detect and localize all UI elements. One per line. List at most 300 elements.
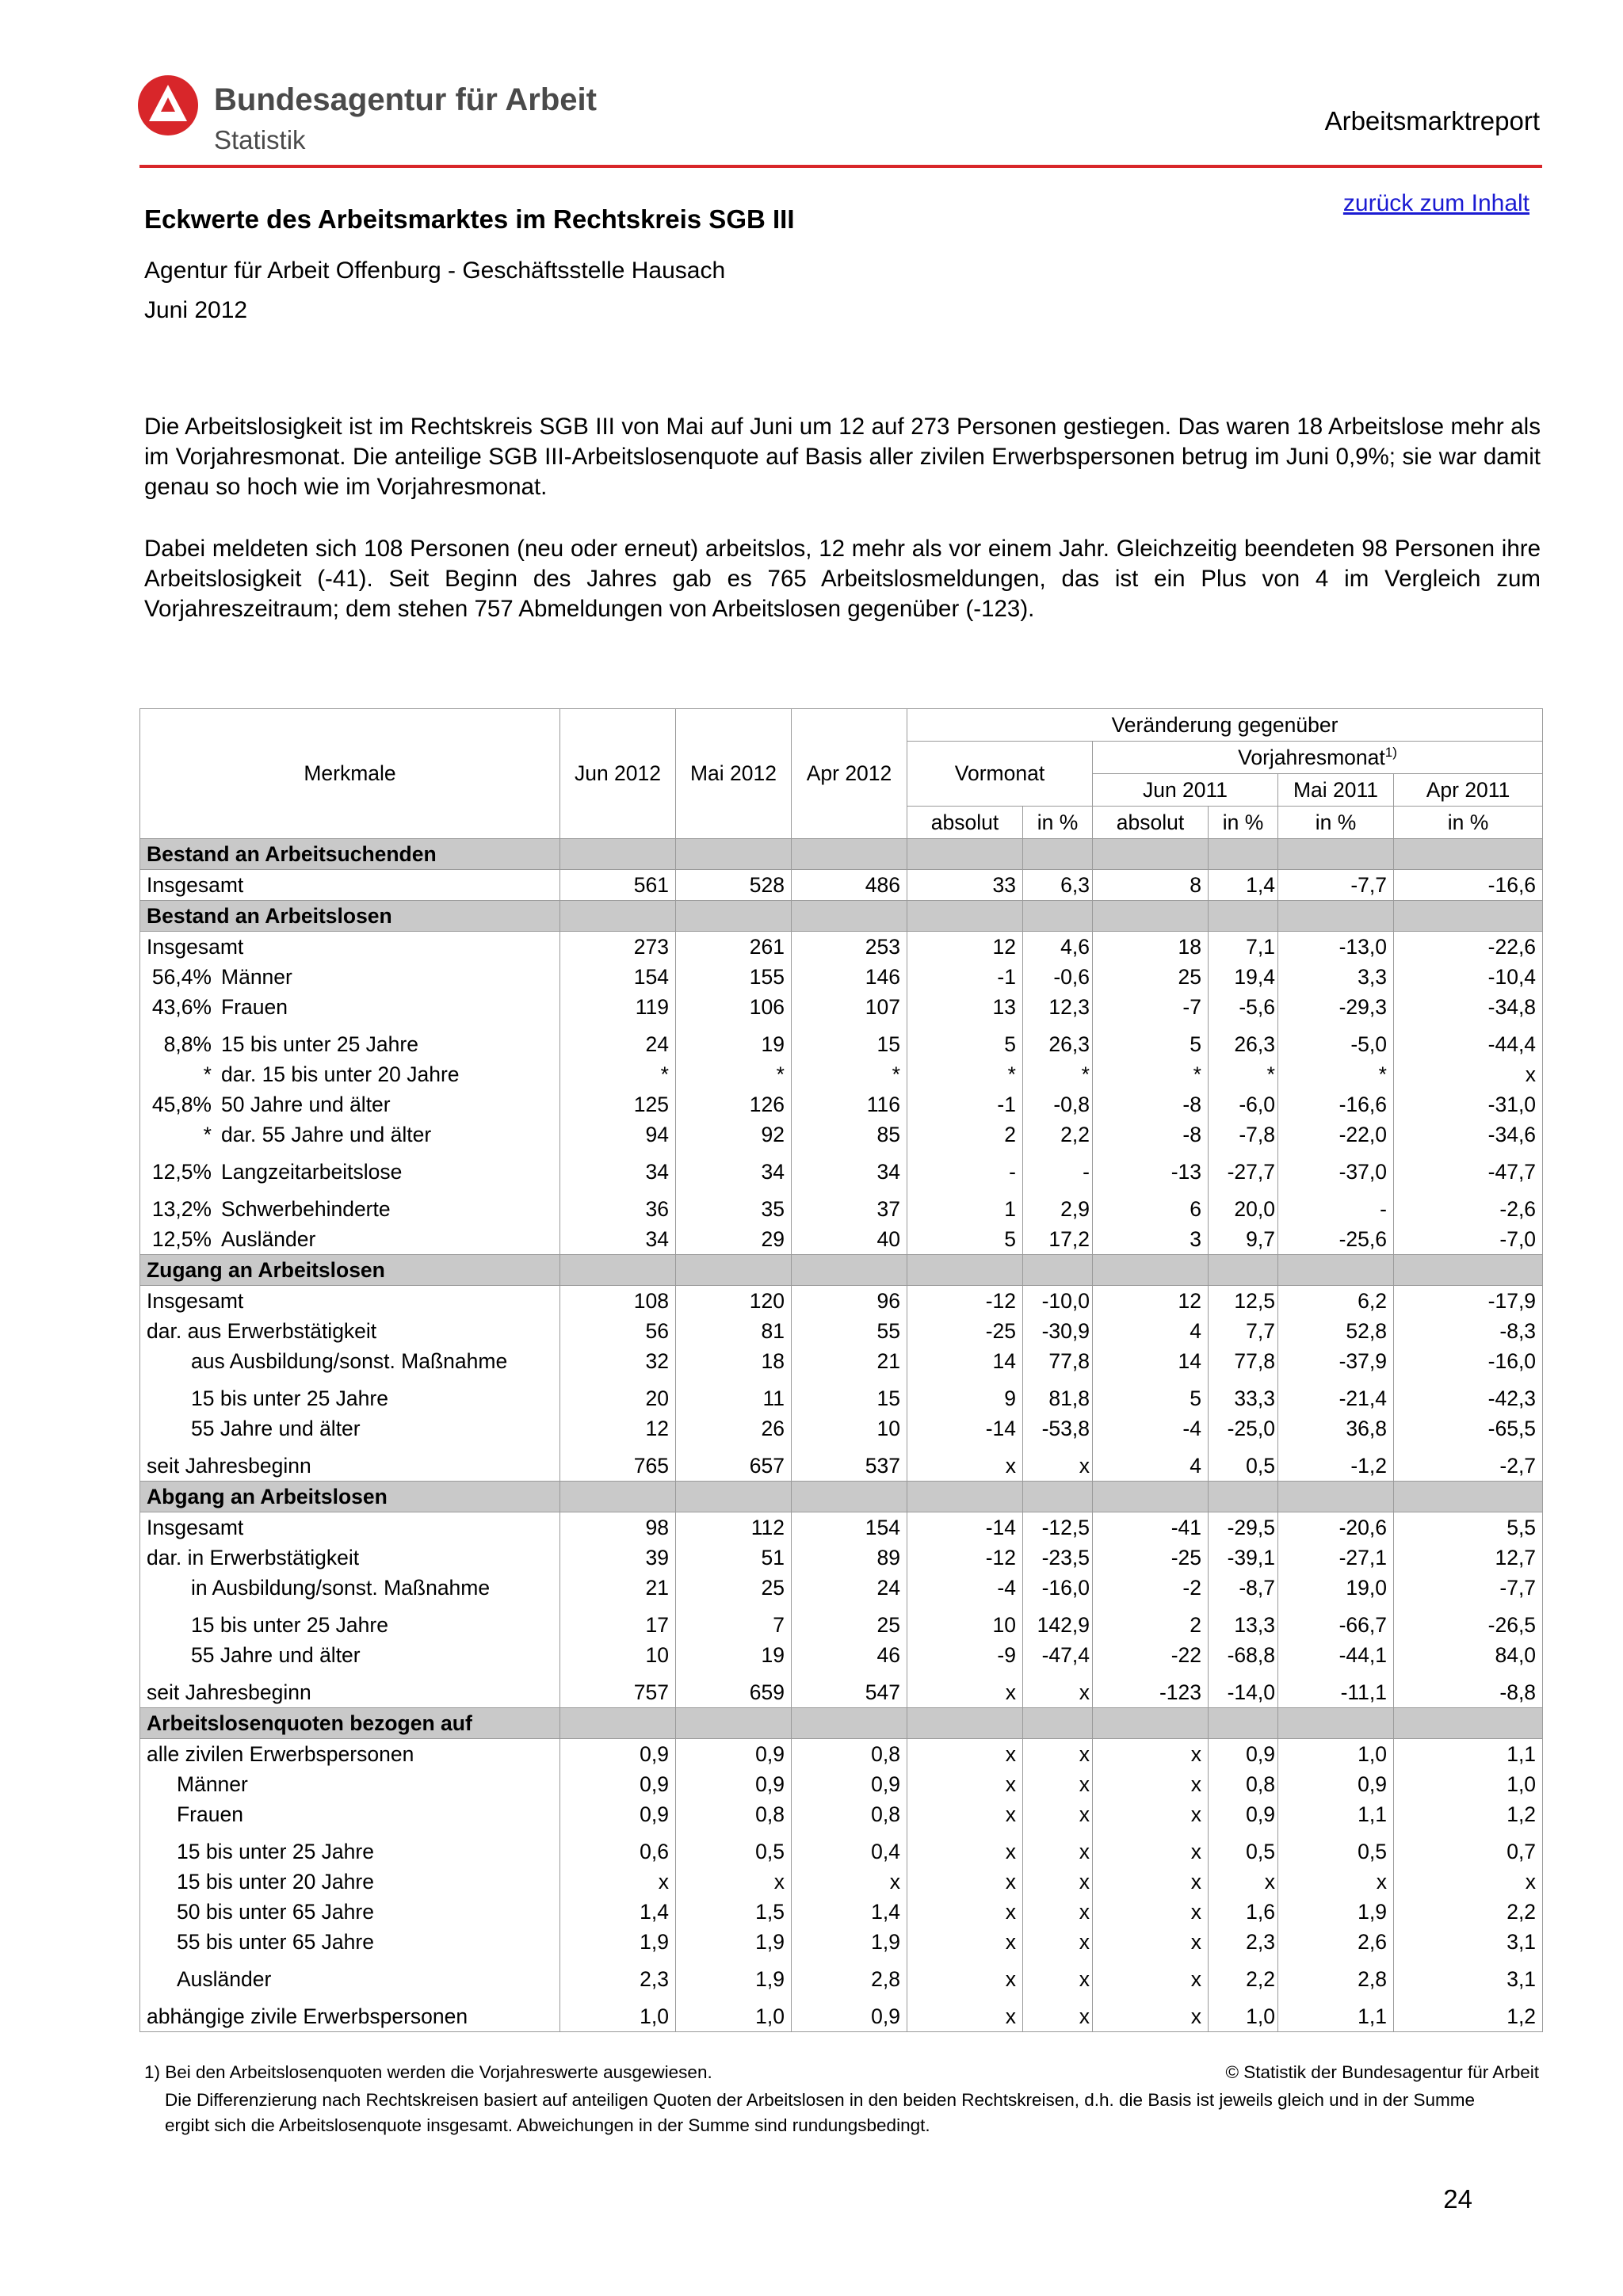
table-row — [140, 1603, 1543, 1640]
value-cell: 35 — [676, 1187, 792, 1224]
row-label-text: dar. in Erwerbstätigkeit — [147, 1545, 360, 1569]
value-cell: 1,9 — [676, 1957, 792, 1994]
value-cell: x — [1093, 1994, 1209, 2032]
value-cell: 32 — [560, 1346, 676, 1376]
table-row — [140, 1829, 1543, 1867]
value-cell: 1,6 — [1209, 1897, 1278, 1927]
value-cell: 0,8 — [792, 1739, 907, 1770]
row-label-text: Ausländer — [221, 1226, 316, 1251]
section-fill — [792, 1255, 907, 1286]
value-cell: 17,2 — [1023, 1224, 1093, 1255]
value-cell: 2 — [907, 1119, 1023, 1150]
value-cell: -1 — [907, 1089, 1023, 1119]
value-cell: 1,0 — [676, 1994, 792, 2032]
header-mai-2011: Mai 2011 — [1278, 774, 1394, 807]
row-label-text: Ausländer — [177, 1967, 272, 1991]
value-cell: -4 — [907, 1573, 1023, 1603]
row-label-text: Insgesamt — [147, 1288, 244, 1313]
value-cell: -21,4 — [1278, 1376, 1394, 1413]
value-cell: 3,3 — [1278, 962, 1394, 992]
value-cell: 1,4 — [792, 1897, 907, 1927]
value-cell: x — [1093, 1927, 1209, 1957]
table-row — [140, 1444, 1543, 1482]
value-cell: -27,7 — [1209, 1150, 1278, 1187]
row-label-text: 55 Jahre und älter — [191, 1642, 361, 1667]
value-cell: 4 — [1093, 1316, 1209, 1346]
value-cell: -25,6 — [1278, 1224, 1394, 1255]
value-cell: 19 — [676, 1022, 792, 1059]
value-cell: * — [1278, 1059, 1394, 1089]
table-row — [140, 1957, 1543, 1994]
section-label: Bestand an Arbeitsuchenden — [140, 839, 560, 870]
row-label — [140, 1769, 560, 1799]
value-cell: -7 — [1093, 992, 1209, 1022]
value-cell: 4 — [1093, 1444, 1209, 1482]
footnote-1: 1) Bei den Arbeitslosenquoten werden die Vorjahreswerte ausgewiesen. — [144, 2062, 712, 2082]
value-cell: x — [1278, 1867, 1394, 1897]
value-cell: 39 — [560, 1543, 676, 1573]
section-fill — [1209, 1482, 1278, 1512]
table-body — [140, 839, 1543, 2032]
section-fill — [1209, 839, 1278, 870]
value-cell: x — [676, 1867, 792, 1897]
value-cell: 0,5 — [1278, 1829, 1394, 1867]
value-cell: -34,6 — [1394, 1119, 1543, 1150]
value-cell: -2 — [1093, 1573, 1209, 1603]
section-fill — [560, 1708, 676, 1739]
value-cell: x — [1023, 1769, 1093, 1799]
value-cell: 0,8 — [676, 1799, 792, 1829]
value-cell: -22,6 — [1394, 932, 1543, 963]
value-cell: 2,8 — [792, 1957, 907, 1994]
row-label — [140, 932, 560, 963]
value-cell: 19,0 — [1278, 1573, 1394, 1603]
value-cell: 8 — [1093, 870, 1209, 901]
section-fill — [792, 1482, 907, 1512]
table-row — [140, 1224, 1543, 1255]
value-cell: * — [1023, 1059, 1093, 1089]
section-label: Bestand an Arbeitslosen — [140, 901, 560, 932]
section-row — [140, 1482, 1543, 1512]
value-cell: 5 — [1093, 1022, 1209, 1059]
value-cell: 1,5 — [676, 1897, 792, 1927]
value-cell: -2,6 — [1394, 1187, 1543, 1224]
value-cell: 40 — [792, 1224, 907, 1255]
value-cell: 18 — [1093, 932, 1209, 963]
value-cell: 112 — [676, 1512, 792, 1543]
section-fill — [792, 839, 907, 870]
page-title: Eckwerte des Arbeitsmarktes im Rechtskreis SGB III — [144, 204, 795, 234]
row-label-text: in Ausbildung/sonst. Maßnahme — [191, 1575, 491, 1600]
header-in-pct: in % — [1394, 807, 1543, 839]
value-cell: 24 — [560, 1022, 676, 1059]
table-row — [140, 1316, 1543, 1346]
org-subtitle: Statistik — [214, 125, 306, 154]
value-cell: -13 — [1093, 1150, 1209, 1187]
value-cell: 36 — [560, 1187, 676, 1224]
value-cell: 0,9 — [1278, 1769, 1394, 1799]
value-cell: 0,5 — [1209, 1829, 1278, 1867]
value-cell: 81,8 — [1023, 1376, 1093, 1413]
section-fill — [1394, 901, 1543, 932]
value-cell: 253 — [792, 932, 907, 963]
section-fill — [907, 839, 1023, 870]
section-fill — [792, 901, 907, 932]
value-cell: 26,3 — [1209, 1022, 1278, 1059]
value-cell: 1,9 — [792, 1927, 907, 1957]
value-cell: 25 — [676, 1573, 792, 1603]
value-cell: -29,5 — [1209, 1512, 1278, 1543]
header-absolut: absolut — [907, 807, 1023, 839]
value-cell: 528 — [676, 870, 792, 901]
value-cell: 10 — [907, 1603, 1023, 1640]
value-cell: 17 — [560, 1603, 676, 1640]
header-in-pct: in % — [1209, 807, 1278, 839]
value-cell: x — [1209, 1867, 1278, 1897]
row-label — [140, 1119, 560, 1150]
value-cell: 25 — [1093, 962, 1209, 992]
value-cell: x — [560, 1867, 676, 1897]
section-fill — [1278, 901, 1394, 932]
value-cell: 0,6 — [560, 1829, 676, 1867]
value-cell: 1,0 — [560, 1994, 676, 2032]
value-cell: -47,7 — [1394, 1150, 1543, 1187]
value-cell: 33,3 — [1209, 1376, 1278, 1413]
row-label-text: dar. aus Erwerbstätigkeit — [147, 1318, 377, 1343]
value-cell: 94 — [560, 1119, 676, 1150]
table-row — [140, 1573, 1543, 1603]
value-cell: -0,6 — [1023, 962, 1093, 992]
section-fill — [1093, 1255, 1209, 1286]
value-cell: x — [907, 1897, 1023, 1927]
value-cell: 10 — [792, 1413, 907, 1444]
value-cell: x — [1023, 1739, 1093, 1770]
value-cell: 2,8 — [1278, 1957, 1394, 1994]
value-cell: -8 — [1093, 1119, 1209, 1150]
value-cell: x — [1093, 1799, 1209, 1829]
row-label-text: 15 bis unter 25 Jahre — [177, 1840, 374, 1863]
value-cell: - — [1278, 1187, 1394, 1224]
value-cell: -16,0 — [1023, 1573, 1093, 1603]
value-cell: 12 — [560, 1413, 676, 1444]
row-label-text: Insgesamt — [147, 872, 244, 897]
value-cell: 0,9 — [1209, 1799, 1278, 1829]
section-fill — [1394, 1708, 1543, 1739]
section-fill — [1209, 1255, 1278, 1286]
value-cell: 1,1 — [1278, 1799, 1394, 1829]
header-jun-2012: Jun 2012 — [560, 709, 676, 839]
value-cell: -7,0 — [1394, 1224, 1543, 1255]
row-label-text: dar. 15 bis unter 20 Jahre — [221, 1062, 460, 1086]
value-cell: 0,8 — [1209, 1769, 1278, 1799]
section-row — [140, 1708, 1543, 1739]
value-cell: -65,5 — [1394, 1413, 1543, 1444]
value-cell: -11,1 — [1278, 1670, 1394, 1708]
value-cell: 261 — [676, 932, 792, 963]
value-cell: x — [1023, 1444, 1093, 1482]
value-cell: 52,8 — [1278, 1316, 1394, 1346]
table-row — [140, 1799, 1543, 1829]
value-cell: 142,9 — [1023, 1603, 1093, 1640]
value-cell: 2,2 — [1394, 1897, 1543, 1927]
row-label — [140, 1927, 560, 1957]
header-veraenderung: Veränderung gegenüber — [907, 709, 1543, 742]
value-cell: 1,9 — [1278, 1897, 1394, 1927]
value-cell: 12,7 — [1394, 1543, 1543, 1573]
value-cell: 21 — [792, 1346, 907, 1376]
value-cell: * — [1209, 1059, 1278, 1089]
row-label — [140, 1670, 560, 1708]
value-cell: 1,1 — [1394, 1739, 1543, 1770]
value-cell: 21 — [560, 1573, 676, 1603]
footnote-2: Die Differenzierung nach Rechtskreisen basiert auf anteiligen Quoten der Arbeitslosen in den beiden Rechtskreisen, d.h. die Basis ist jeweils gleich und in der Summe ergibt sich die Arbeitslosenquote insgesamt. Abweichungen in der Summe sind rundungsbedingt. — [165, 2090, 1476, 2135]
table-row — [140, 992, 1543, 1022]
value-cell: -9 — [907, 1640, 1023, 1670]
value-cell: 1,9 — [560, 1927, 676, 1957]
row-label-text: Männer — [177, 1772, 248, 1796]
value-cell: -20,6 — [1278, 1512, 1394, 1543]
value-cell: 7,7 — [1209, 1316, 1278, 1346]
value-cell: x — [907, 1829, 1023, 1867]
value-cell: -8,7 — [1209, 1573, 1278, 1603]
row-label-text: 55 bis unter 65 Jahre — [177, 1929, 374, 1954]
header-absolut: absolut — [1093, 807, 1209, 839]
table-row — [140, 1670, 1543, 1708]
value-cell: -44,4 — [1394, 1022, 1543, 1059]
value-cell: 561 — [560, 870, 676, 901]
section-fill — [792, 1708, 907, 1739]
section-fill — [676, 1482, 792, 1512]
table-row — [140, 1769, 1543, 1799]
row-label — [140, 1059, 560, 1089]
value-cell: x — [1023, 1867, 1093, 1897]
table-row — [140, 1739, 1543, 1770]
value-cell: 1,0 — [1278, 1739, 1394, 1770]
value-cell: x — [1023, 1957, 1093, 1994]
value-cell: -7,7 — [1278, 870, 1394, 901]
row-label — [140, 1512, 560, 1543]
value-cell: 0,9 — [676, 1739, 792, 1770]
value-cell: -42,3 — [1394, 1376, 1543, 1413]
share-percent: 56,4% — [151, 964, 212, 989]
value-cell: 0,7 — [1394, 1829, 1543, 1867]
value-cell: 659 — [676, 1670, 792, 1708]
row-label-text: Schwerbehinderte — [221, 1197, 391, 1221]
value-cell: 0,5 — [1209, 1444, 1278, 1482]
row-label — [140, 1089, 560, 1119]
table-row — [140, 932, 1543, 963]
section-fill — [560, 839, 676, 870]
row-label-text: Männer — [221, 964, 292, 989]
section-fill — [676, 839, 792, 870]
value-cell: -14,0 — [1209, 1670, 1278, 1708]
header-divider — [139, 165, 1542, 168]
value-cell: -44,1 — [1278, 1640, 1394, 1670]
value-cell: 33 — [907, 870, 1023, 901]
section-fill — [1093, 839, 1209, 870]
value-cell: 12 — [1093, 1286, 1209, 1317]
value-cell: * — [560, 1059, 676, 1089]
value-cell: 19 — [676, 1640, 792, 1670]
value-cell: 85 — [792, 1119, 907, 1150]
value-cell: -12 — [907, 1286, 1023, 1317]
value-cell: 0,9 — [792, 1769, 907, 1799]
table-row — [140, 1543, 1543, 1573]
row-label — [140, 1413, 560, 1444]
value-cell: 24 — [792, 1573, 907, 1603]
value-cell: 5 — [907, 1224, 1023, 1255]
table-row — [140, 1512, 1543, 1543]
value-cell: 34 — [560, 1150, 676, 1187]
header-jun-2011: Jun 2011 — [1093, 774, 1278, 807]
value-cell: 0,4 — [792, 1829, 907, 1867]
value-cell: 486 — [792, 870, 907, 901]
value-cell: 7,1 — [1209, 932, 1278, 963]
row-label-text: alle zivilen Erwerbspersonen — [147, 1741, 414, 1766]
share-percent: 45,8% — [151, 1092, 212, 1116]
row-label — [140, 1897, 560, 1927]
section-fill — [1278, 1708, 1394, 1739]
page-number: 24 — [1443, 2184, 1472, 2214]
header-in-pct: in % — [1278, 807, 1394, 839]
value-cell: 15 — [792, 1022, 907, 1059]
value-cell: 9,7 — [1209, 1224, 1278, 1255]
region-subtitle: Agentur für Arbeit Offenburg - Geschäftsstelle Hausach — [144, 257, 726, 284]
value-cell: x — [907, 1994, 1023, 2032]
copyright-note: © Statistik der Bundesagentur für Arbeit — [1225, 2062, 1539, 2082]
section-fill — [1093, 901, 1209, 932]
section-fill — [1209, 1708, 1278, 1739]
share-percent: 8,8% — [163, 1032, 212, 1056]
value-cell: 765 — [560, 1444, 676, 1482]
value-cell: 0,5 — [676, 1829, 792, 1867]
value-cell: 154 — [560, 962, 676, 992]
value-cell: -12 — [907, 1543, 1023, 1573]
row-label-text: Insgesamt — [147, 1515, 244, 1539]
value-cell: -8 — [1093, 1089, 1209, 1119]
table-row — [140, 1897, 1543, 1927]
value-cell: 1,4 — [560, 1897, 676, 1927]
value-cell: 6,2 — [1278, 1286, 1394, 1317]
value-cell: 98 — [560, 1512, 676, 1543]
value-cell: 56 — [560, 1316, 676, 1346]
value-cell: 46 — [792, 1640, 907, 1670]
value-cell: 146 — [792, 962, 907, 992]
row-label — [140, 1739, 560, 1770]
table-row — [140, 1413, 1543, 1444]
row-label — [140, 1640, 560, 1670]
value-cell: 37 — [792, 1187, 907, 1224]
table-row — [140, 1059, 1543, 1089]
value-cell: * — [676, 1059, 792, 1089]
table-row — [140, 1187, 1543, 1224]
value-cell: 13,3 — [1209, 1603, 1278, 1640]
section-fill — [1023, 1482, 1093, 1512]
table-row — [140, 1927, 1543, 1957]
value-cell: -10,0 — [1023, 1286, 1093, 1317]
value-cell: x — [1093, 1829, 1209, 1867]
table-row — [140, 870, 1543, 901]
value-cell: 77,8 — [1023, 1346, 1093, 1376]
value-cell: 3,1 — [1394, 1957, 1543, 1994]
value-cell: 26,3 — [1023, 1022, 1093, 1059]
report-name: Arbeitsmarktreport — [1324, 106, 1540, 135]
value-cell: -1 — [907, 962, 1023, 992]
value-cell: x — [907, 1867, 1023, 1897]
value-cell: -23,5 — [1023, 1543, 1093, 1573]
value-cell: 34 — [676, 1150, 792, 1187]
value-cell: 155 — [676, 962, 792, 992]
value-cell: 9 — [907, 1376, 1023, 1413]
value-cell: x — [907, 1444, 1023, 1482]
row-label — [140, 1150, 560, 1187]
value-cell: -68,8 — [1209, 1640, 1278, 1670]
value-cell: 14 — [907, 1346, 1023, 1376]
value-cell: 20 — [560, 1376, 676, 1413]
value-cell: -37,9 — [1278, 1346, 1394, 1376]
value-cell: 14 — [1093, 1346, 1209, 1376]
value-cell: 1,1 — [1278, 1994, 1394, 2032]
row-label-text: seit Jahresbeginn — [147, 1680, 311, 1704]
value-cell: 36,8 — [1278, 1413, 1394, 1444]
value-cell: x — [907, 1927, 1023, 1957]
value-cell: -37,0 — [1278, 1150, 1394, 1187]
value-cell: x — [1093, 1897, 1209, 1927]
value-cell: x — [1023, 1994, 1093, 2032]
section-fill — [676, 1708, 792, 1739]
section-fill — [1278, 839, 1394, 870]
back-to-contents-link[interactable]: zurück zum Inhalt — [1342, 190, 1529, 216]
row-label — [140, 1994, 560, 2032]
value-cell: -5,6 — [1209, 992, 1278, 1022]
section-fill — [1023, 901, 1093, 932]
value-cell: -8,8 — [1394, 1670, 1543, 1708]
header-mai-2012: Mai 2012 — [676, 709, 792, 839]
value-cell: x — [1023, 1927, 1093, 1957]
value-cell: * — [907, 1059, 1023, 1089]
row-label — [140, 1224, 560, 1255]
value-cell: 92 — [676, 1119, 792, 1150]
row-label — [140, 962, 560, 992]
row-label — [140, 1376, 560, 1413]
value-cell: 15 — [792, 1376, 907, 1413]
section-label: Zugang an Arbeitslosen — [140, 1255, 560, 1286]
value-cell: 81 — [676, 1316, 792, 1346]
value-cell: x — [1394, 1059, 1543, 1089]
value-cell: x — [907, 1739, 1023, 1770]
row-label-text: 15 bis unter 25 Jahre — [191, 1613, 388, 1637]
value-cell: 55 — [792, 1316, 907, 1346]
row-label — [140, 1022, 560, 1059]
section-row — [140, 901, 1543, 932]
value-cell: 11 — [676, 1376, 792, 1413]
value-cell: 34 — [792, 1150, 907, 1187]
section-row — [140, 839, 1543, 870]
value-cell: -30,9 — [1023, 1316, 1093, 1346]
row-label-text: Langzeitarbeitslose — [221, 1160, 403, 1184]
value-cell: 657 — [676, 1444, 792, 1482]
row-label — [140, 1867, 560, 1897]
value-cell: x — [907, 1670, 1023, 1708]
section-fill — [1394, 1482, 1543, 1512]
value-cell: 18 — [676, 1346, 792, 1376]
row-label — [140, 870, 560, 901]
value-cell: 12,3 — [1023, 992, 1093, 1022]
value-cell: -66,7 — [1278, 1603, 1394, 1640]
value-cell: x — [907, 1957, 1023, 1994]
value-cell: 34 — [560, 1224, 676, 1255]
value-cell: 273 — [560, 932, 676, 963]
